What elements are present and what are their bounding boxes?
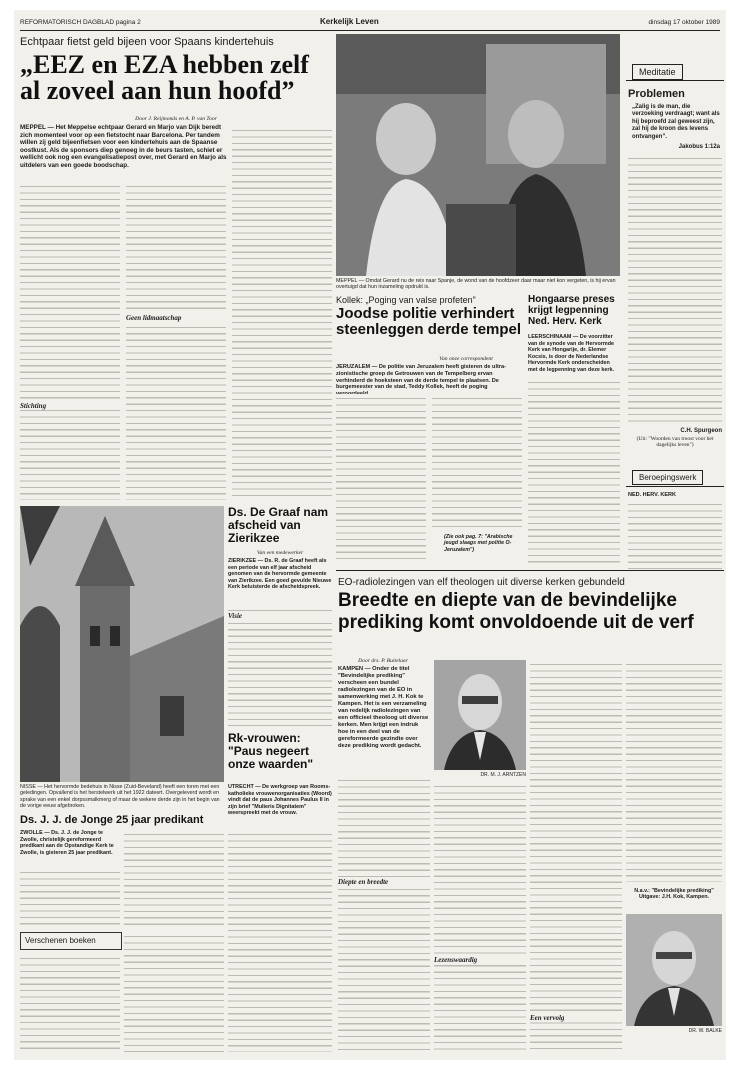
- eo-subhead-lezenswaardig: Lezenswaardig: [434, 956, 526, 964]
- meditatie-title: Problemen: [628, 88, 685, 100]
- lead-column-3: [232, 126, 332, 500]
- dejonge-column-1: [20, 868, 120, 926]
- balke-photo: [626, 914, 722, 1026]
- kollek-column-2: [432, 394, 522, 532]
- eo-review-note: N.a.v.: "Bevindelijke prediking" Uitgave: J.H. Kok, Kampen.: [634, 888, 714, 901]
- eo-subhead-diepte: Diepte en breedte: [338, 878, 430, 886]
- arntzen-caption: DR. M. J. ARNTZEN: [480, 772, 526, 778]
- lead-subhead-stichting: Stichting: [20, 402, 120, 410]
- masthead: [20, 16, 720, 31]
- lead-subhead-lidmaatschap: Geen lidmaatschap: [126, 314, 226, 322]
- dejonge-headline: Ds. J. J. de Jonge 25 jaar predikant: [20, 814, 204, 826]
- church-photo: [20, 506, 224, 782]
- kollek-headline: Joodse politie verhindert steenleggen derde tempel: [336, 305, 522, 338]
- verschenen-column-2: [124, 932, 224, 1052]
- meditatie-body: [628, 154, 722, 424]
- rkvrouwen-headline: Rk-vrouwen: "Paus negeert onze waarden": [228, 731, 314, 771]
- degraaf-byline: Van een medewerker: [256, 550, 304, 556]
- meditatie-tab: Meditatie: [632, 64, 683, 80]
- degraaf-lede: ZIERIKZEE — Ds. R. de Graaf heeft als een periode van elf jaar afscheid genomen van de hervormde gemeente van Zierikzee. Een goed gevulde Nieuwe Kerk beluisterde de afscheidspreek.: [228, 558, 332, 590]
- beroepingswerk-tab: Beroepingswerk: [632, 470, 703, 485]
- lead-photo-caption: MEPPEL — Omdat Gerard nu de reis naar Spanje, de wond van de hoofdzeer daar maar niet kon vergeten, is hij ervan overtuigd dat hun inzameling opdrukt is.: [336, 278, 616, 291]
- balke-photo-image: [626, 914, 722, 1026]
- eo-lede: KAMPEN — Onder de titel "Bevindelijke prediking" verscheen een bundel radiolezingen van de EO in samenwerking met J. H. Kok te Kampen. Het is een verzameling van redelijk radiolezingen van een officieel theoloog uit diverse kerken. Men krijgt een indruk hoe in een deel van de gereformeerde gezindte over deze prediking wordt gedacht.: [338, 666, 429, 749]
- kollek-lede: JERUZALEM — De politie van Jeruzalem heeft gisteren de ultra-zionistische groep de Getrouwen van de Tempelberg ervan verhinderd de hoeksteen van de derde tempel te plaatsen. De burgemeester van de stad, Teddy Kollek, heeft de poging: [336, 364, 507, 391]
- eo-column-2: [434, 782, 526, 1052]
- verschenen-column-1: [20, 954, 120, 1052]
- eo-column-1: [338, 776, 430, 1052]
- lead-headline: „EEZ en EZA hebben zelf al zoveel aan hun hoofd”: [20, 50, 309, 105]
- beroepingswerk-body: [628, 500, 722, 572]
- lead-column-2: [126, 182, 226, 500]
- eo-byline: Door drs. P. Buitelaar: [358, 658, 408, 664]
- church-photo-caption: NISSE — Het hervormde bedehuis in Nisse (Zuid-Beveland) heeft een toren met een geledingen. Opvallend is het herstelwerk uit het 1922 dateert. Overgeleverd wordt en sprake van een enkel dorpssmalkmerg of maar de wekere derde zijn in het begin van de vorige eeuw afgebroken.: [20, 784, 220, 809]
- section-name: Kerkelijk Leven: [320, 17, 379, 26]
- degraaf-headline: Ds. De Graaf nam afscheid van Zierikzee: [228, 505, 329, 545]
- meditatie-author: C.H. Spurgeon: [680, 428, 722, 434]
- hongaarse-body: [528, 378, 620, 564]
- arntzen-photo-image: [434, 660, 526, 770]
- eo-kicker: EO-radiolezingen van elf theologen uit diverse kerken gebundeld: [338, 577, 625, 588]
- beroepingswerk-rule: [626, 486, 724, 487]
- rkvrouwen-lede: UTRECHT — De werkgroep van Rooms-katholieke vrouwenorganisaties (Woord) vindt dat de paus Johannes Paulus II in zijn brief "Mulieris Dignitatem" weerspreekt met de vrouw.: [228, 784, 332, 816]
- balke-caption: DR. W. BALKE: [688, 1028, 722, 1034]
- meditatie-source: (Uit: "Woorden van troost voor het dagelijks leven"): [636, 436, 714, 449]
- lead-kicker: Echtpaar fietst geld bijeen voor Spaans kindertehuis: [20, 36, 274, 48]
- church-photo-image: [20, 506, 224, 782]
- kollek-kicker: Kollek: „Poging van valse profeten”: [336, 295, 476, 305]
- rkvrouwen-body: [228, 830, 332, 1052]
- couple-photo-image: [336, 34, 620, 276]
- beroepingswerk-header: NED. HERV. KERK: [628, 492, 676, 498]
- lead-lede: MEPPEL — Het Meppelse echtpaar Gerard en Marjo van Dijk beredt zich momenteel voor op een fietstocht naar Barcelona. Per tandem willen zij geld bijeenfietsen voor een kindertehuis aan de Spaanse oostkust. Als de sponsors diep genoeg in de beurs tasten, schiet er wellicht ook nog een evangelisatiepost over, met Gerard en Marjo als uitdelers van een goede boodschap.: [20, 124, 227, 169]
- meditatie-rule: [626, 80, 724, 81]
- lead-column-1: [20, 182, 120, 500]
- eo-headline: Breedte en diepte van de bevindelijke prediking komt onvoldoende uit de verf: [338, 590, 694, 633]
- degraaf-body: [228, 606, 332, 726]
- kollek-byline: Van onze correspondent: [439, 356, 493, 362]
- kollek-column-1: [336, 394, 426, 564]
- dejonge-lede: ZWOLLE — Ds. J. J. de Jonge te Zwolle, christelijk gereformeerd predikant aan de Opstandige Kerk te Zwolle, is gisteren 25 jaar predikant.: [20, 830, 114, 856]
- eo-subhead-vervolg: Een vervolg: [530, 1014, 622, 1022]
- eo-top-rule: [336, 570, 724, 571]
- dejonge-column-2: [124, 830, 224, 926]
- issue-date: dinsdag 17 oktober 1989: [648, 19, 720, 26]
- meditatie-quote: „Zalig is de man, die verzoeking verdraagt; want als hij beproefd zal geweest zijn, zal hij de kroon des levens ontvangen”.: [632, 104, 720, 140]
- lead-byline: Door J. Reijmonds en A. P. van Toor: [135, 116, 217, 122]
- arntzen-photo: [434, 660, 526, 770]
- verschenen-box: [20, 932, 122, 950]
- meditatie-reference: Jakobus 1:12a: [678, 144, 720, 150]
- eo-column-4: [626, 660, 722, 882]
- hongaarse-headline: Hongaarse preses krijgt legpenning Ned. Herv. Kerk: [528, 294, 615, 327]
- verschenen-tab: Verschenen boeken: [25, 936, 96, 945]
- eo-column-3: [530, 660, 622, 1052]
- couple-photo: [336, 34, 620, 276]
- newspaper-page: [14, 10, 726, 1060]
- paper-name: REFORMATORISCH DAGBLAD pagina 2: [20, 19, 141, 26]
- kollek-pullquote: (Zie ook pag. 7: "Arabische jeugd slaags met politie O-Jeruzalem"): [444, 534, 513, 553]
- degraaf-subhead-visie: Visie: [228, 612, 332, 620]
- hongaarse-lede: LEERSCHINAAM — De voorzitter van de synode van de Hervormde Kerk van Hongarije, dr. Elemer Kocsis, is door de Nederlandse Hervormde Kerk onderscheiden met de legpenning van deze kerk.: [528, 334, 614, 373]
